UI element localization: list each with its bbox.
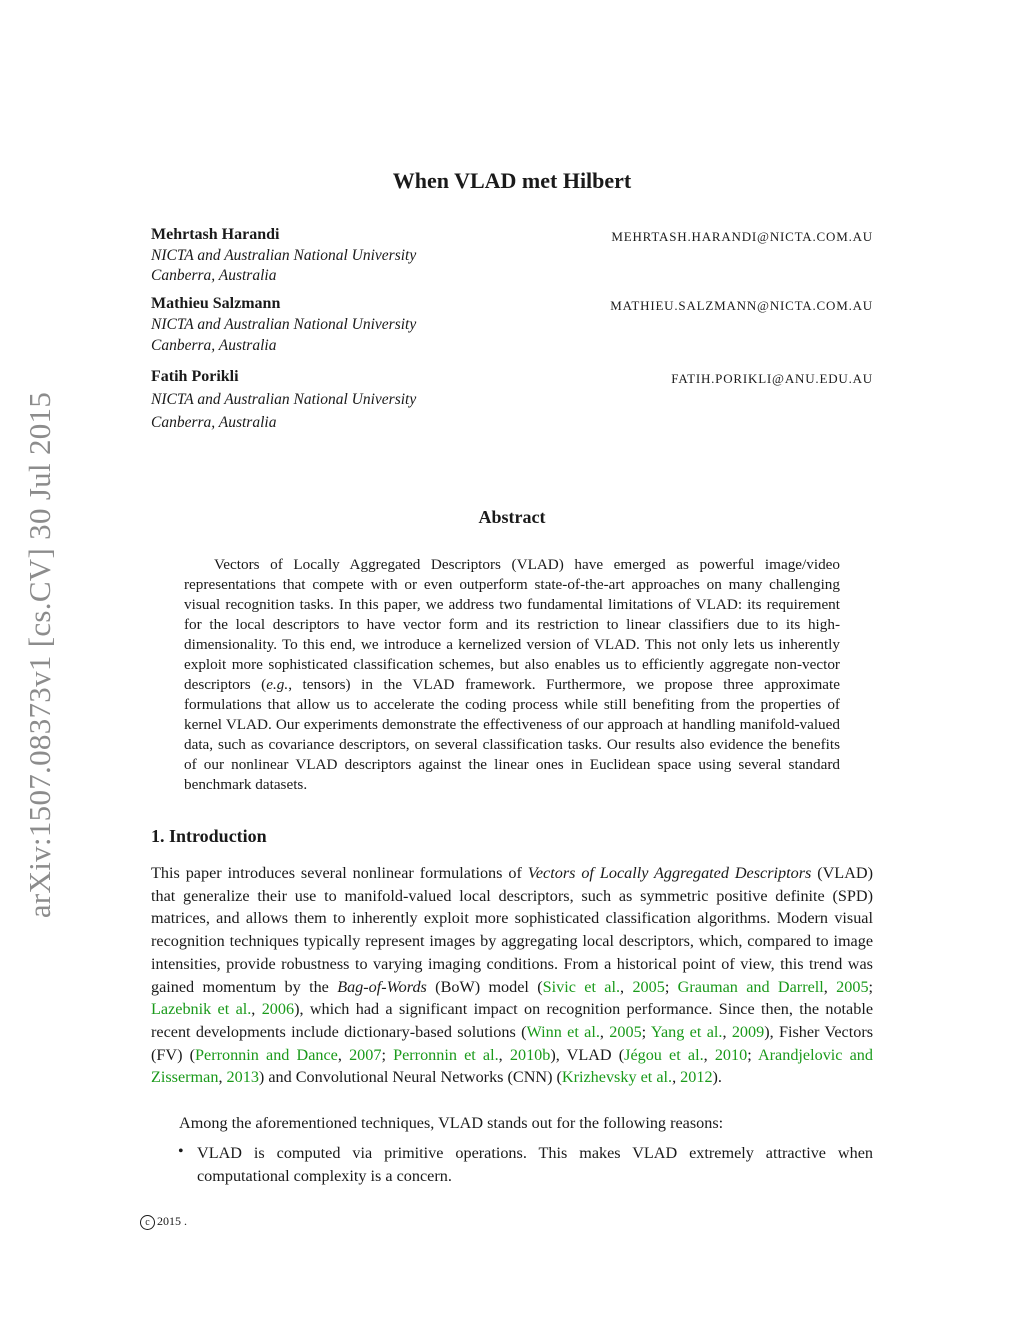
citation-jegou[interactable]: Jégou et al.: [624, 1045, 704, 1064]
intro-text: (BoW) model (: [426, 977, 543, 996]
citation-sivic-year[interactable]: 2005: [632, 977, 665, 996]
intro-text: ), which had a significant impact on recognition performance. Since then, the notable recent developments include dictionary-based solutions (: [151, 1000, 873, 1041]
citation-arandjelovic-year[interactable]: 2013: [226, 1068, 259, 1087]
intro-text: ).: [712, 1068, 722, 1087]
copyright-icon: c: [140, 1215, 155, 1230]
intro-bow-term: Bag-of-Words: [337, 977, 427, 996]
author-affiliation-1: NICTA and Australian National University: [151, 247, 417, 264]
paper-title: When VLAD met Hilbert: [392, 168, 632, 193]
abstract-part-2: , tensors) in the VLAD framework. Furthermore, we propose three approximate formulations that allow us to accelerate the coding process while still benefiting from the properties of kernel VLAD. Our experiments demonstrate the effectiveness of our approach at handling manifold-valued data, such as covariance descriptors, on several classification tasks. Our results also evidence the benefits of our nonlinear VLAD descriptors against the linear ones in Euclidean space using several standard benchmark datasets.: [184, 676, 840, 793]
author-location-2: Canberra, Australia: [151, 337, 277, 354]
citation-perronnin-dance[interactable]: Perronnin and Dance: [195, 1045, 338, 1064]
citation-yang[interactable]: Yang et al.: [650, 1022, 723, 1041]
bullet-item-1: VLAD is computed via primitive operations. This makes VLAD extremely attractive when computational complexity is a concern.: [197, 1144, 873, 1185]
intro-text: This paper introduces several nonlinear formulations of: [151, 864, 528, 882]
intro-text: ), VLAD (: [550, 1045, 625, 1064]
citation-yang-year[interactable]: 2009: [731, 1022, 765, 1041]
author-affiliation-2: NICTA and Australian National University: [151, 316, 417, 333]
arxiv-id: arXiv:1507.08373v1 [cs.CV] 30 Jul 2015: [22, 391, 57, 919]
author-affiliation-3: NICTA and Australian National University: [151, 391, 417, 408]
author-name-2: Mathieu Salzmann: [151, 295, 281, 312]
bullet-icon: •: [178, 1143, 184, 1160]
intro-vlad-term: Vectors of Locally Aggregated Descriptors: [527, 864, 812, 882]
citation-grauman-year[interactable]: 2005: [836, 977, 869, 996]
arxiv-identifier-margin: [0, 365, 80, 945]
abstract-text: [184, 555, 840, 795]
author-email-1[interactable]: MEHRTASH.HARANDI@NICTA.COM.AU: [611, 229, 873, 244]
citation-krizhevsky-year[interactable]: 2012: [680, 1068, 713, 1087]
author-location-3: Canberra, Australia: [151, 414, 277, 431]
intro-paragraph-2: Among the aforementioned techniques, VLAD stands out for the following reasons:: [179, 1114, 724, 1132]
citation-arandjelovic[interactable]: Arandjelovic and Zisserman: [151, 1045, 873, 1087]
intro-text: (VLAD) that generalize their use to manifold-valued local descriptors, such as symmetric positive definite (SPD) matrices, and allows them to inherently exploit more sophisticated classification algorithms. Modern visual recognition techniques typically represent images by aggregating local descriptors, which, compared to image intensities, provide robustness to varying imaging conditions. From a historical point of view, this trend was gained momentum by the: [151, 864, 873, 996]
intro-paragraph-1: This paper introduces several nonlinear formulations of Vectors of Locally Aggregated Descriptors (VLAD) that generalize their use to manifold-valued local descriptors, such as symmetric positive definite (SPD) matrices, and allows them to inherently exploit more sophisticated classification algorithms. Modern visual recognition techniques typically represent images by aggregating local descriptors, which, compared to image intensities, provide robustness to varying imaging conditions. From a historical point of view, this trend was gained momentum by the Bag-of-Words (BoW) model (Sivic et al., 2005; Grauman and Darrell, 2005; Lazebnik et al., 2006), which had a significant impact on recognition performance. Since then, the notable recent developments include dictionary-based solutions (Winn et al., 2005; Yang et al., 2009), Fisher Vectors (FV) (Perronnin and Dance, 2007; Perronnin et al., 2010b), VLAD (Jégou et al., 2010; Arandjelovic and Zisserman, 2013) and Convolutional Neural Networks (CNN) (Krizhevsky et al., 2012).: [151, 864, 874, 1087]
citation-perronnin-dance-year[interactable]: 2007: [349, 1045, 382, 1064]
citation-jegou-year[interactable]: 2010: [714, 1045, 748, 1064]
intro-text: ) and Convolutional Neural Networks (CNN) (: [258, 1068, 562, 1087]
citation-sivic[interactable]: Sivic et al.: [542, 977, 621, 996]
author-name-3: Fatih Porikli: [151, 368, 239, 385]
citation-perronnin-etal-year[interactable]: 2010b: [509, 1045, 551, 1064]
abstract-part-1: Vectors of Locally Aggregated Descriptors (VLAD) have emerged as powerful image/video representations that compete with or even outperform state-of-the-art approaches on many challenging visual recognition tasks. In this paper, we address two fundamental limitations of VLAD: its requirement for the local descriptors to have vector form and its restriction to linear classifiers due to its high-dimensionality. To this end, we introduce a kernelized version of VLAD. This not only lets us inherently exploit more sophisticated classification schemes, but also enables us to efficiently aggregate non-vector descriptors (: [184, 556, 840, 693]
intro-text: ), Fisher Vectors (FV) (: [151, 1022, 874, 1064]
author-name-1: Mehrtash Harandi: [151, 226, 280, 243]
citation-krizhevsky[interactable]: Krizhevsky et al.: [561, 1068, 673, 1087]
citation-perronnin-etal[interactable]: Perronnin et al.: [393, 1045, 499, 1064]
author-email-2[interactable]: MATHIEU.SALZMANN@NICTA.COM.AU: [610, 298, 873, 313]
citation-lazebnik[interactable]: Lazebnik et al.: [151, 1000, 252, 1019]
author-location-1: Canberra, Australia: [151, 267, 277, 284]
abstract-heading: Abstract: [478, 507, 546, 527]
citation-winn-year[interactable]: 2005: [609, 1022, 642, 1041]
copyright-footer: [140, 1214, 187, 1230]
section-heading-introduction: 1. Introduction: [151, 826, 267, 846]
copyright-text: 2015 .: [157, 1214, 187, 1228]
author-email-3[interactable]: FATIH.PORIKLI@ANU.EDU.AU: [671, 371, 873, 386]
citation-winn[interactable]: Winn et al.: [526, 1022, 600, 1041]
citation-lazebnik-year[interactable]: 2006: [261, 1000, 295, 1019]
citation-grauman[interactable]: Grauman and Darrell: [677, 977, 824, 996]
abstract-eg: e.g.: [266, 676, 289, 693]
